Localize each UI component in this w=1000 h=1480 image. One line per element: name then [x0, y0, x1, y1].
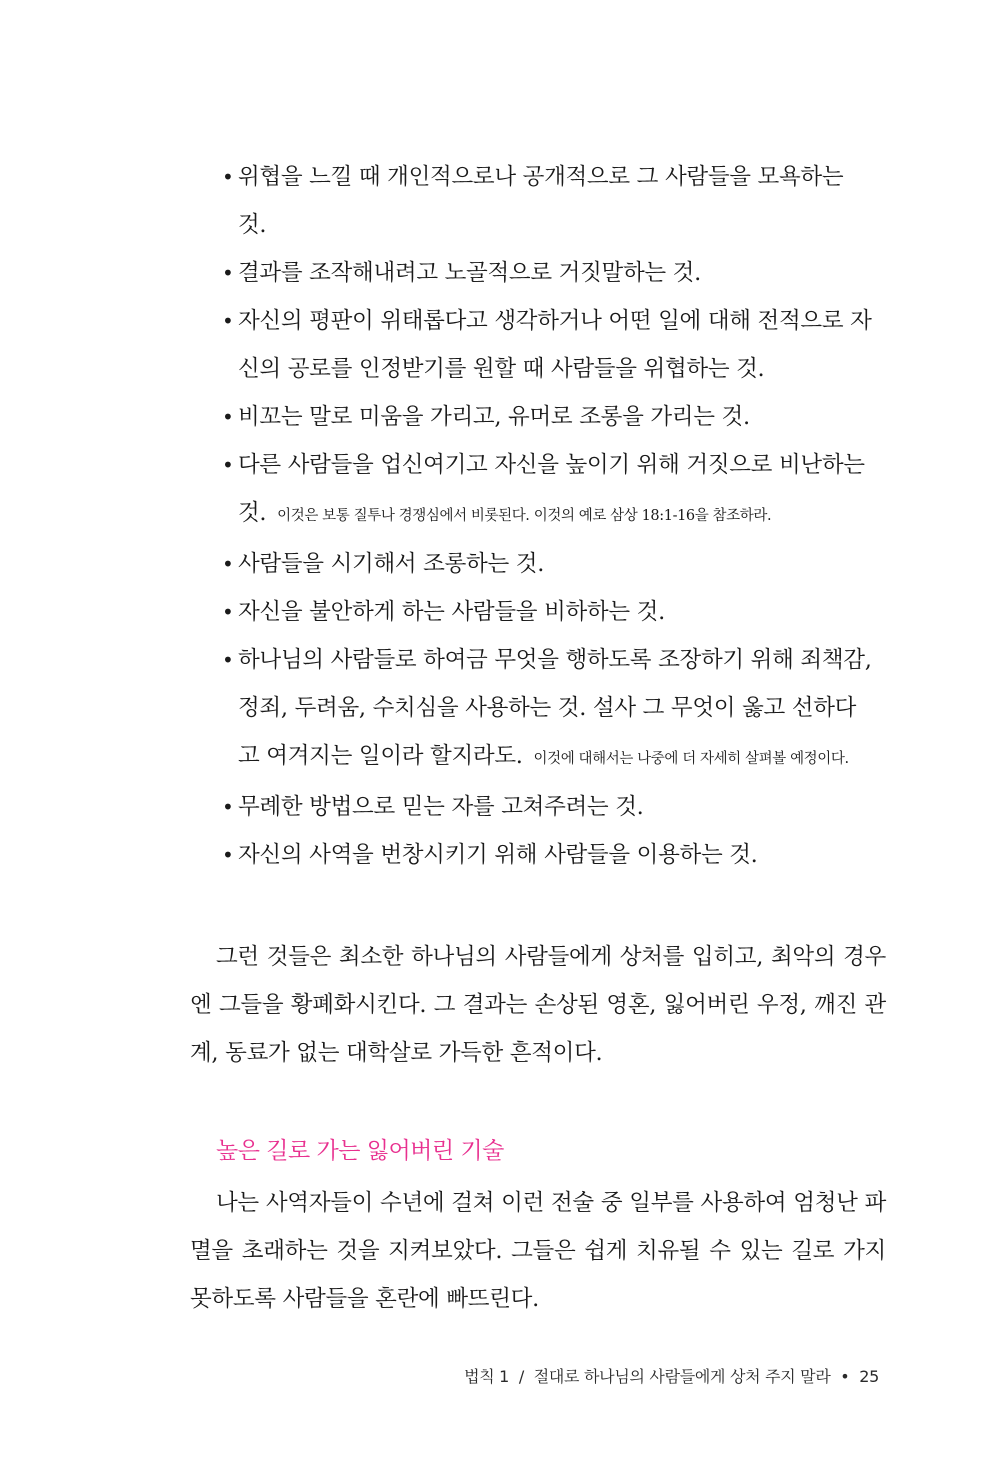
- running-footer: [464, 1364, 879, 1387]
- bullet-text: 자신을 불안하게 하는 사람들을 비하하는 것.: [238, 599, 665, 625]
- footer-separator: /: [518, 1367, 524, 1386]
- bullet-text: 하나님의 사람들로 하여금 무엇을 행하도록 조장하기 위해 죄책감, 정죄, 두려움, 수치심을 사용하는 것. 설사 그 무엇이 옳고 선하다고 여겨지는 일이라 할지라도.: [238, 647, 872, 769]
- bullet-dot: •: [222, 552, 234, 576]
- bullet-dot: •: [222, 795, 234, 819]
- bullet-dot: •: [222, 261, 234, 285]
- list-item: [222, 249, 872, 297]
- bullet-text: 결과를 조작해내려고 노골적으로 거짓말하는 것.: [238, 260, 701, 286]
- bullet-dot: •: [222, 600, 234, 624]
- bullet-note: 이것은 보통 질투나 경쟁심에서 비롯된다. 이것의 예로 삼상 18:1-16을 참조하라.: [277, 508, 772, 524]
- bullet-text: 자신의 사역을 번창시키기 위해 사람들을 이용하는 것.: [238, 842, 758, 868]
- footer-title: 절대로 하나님의 사람들에게 상처 주지 말라: [533, 1367, 831, 1386]
- list-item: [222, 441, 872, 540]
- list-item: [222, 153, 872, 249]
- bullet-text: 자신의 평판이 위태롭다고 생각하거나 어떤 일에 대해 전적으로 자신의 공로를 인정받기를 원할 때 사람들을 위협하는 것.: [238, 308, 872, 382]
- list-item: [222, 636, 872, 783]
- footer-chapter: 법칙 1: [464, 1367, 510, 1386]
- bullet-text: 무례한 방법으로 믿는 자를 고쳐주려는 것.: [238, 794, 644, 820]
- footer-bullet: •: [840, 1367, 850, 1386]
- list-item: [222, 540, 872, 588]
- bullet-dot: •: [222, 405, 234, 429]
- list-item: [222, 588, 872, 636]
- section-heading: 높은 길로 가는 잃어버린 기술: [216, 1138, 504, 1164]
- body-paragraph: 그런 것들은 최소한 하나님의 사람들에게 상처를 입히고, 최악의 경우엔 그들을 황폐화시킨다. 그 결과는 손상된 영혼, 잃어버린 우정, 깨진 관계, 동료가 없는 대학살로 가득한 흔적이다.: [190, 944, 886, 1066]
- page-number: 25: [859, 1367, 879, 1386]
- bullet-text: 위협을 느낄 때 개인적으로나 공개적으로 그 사람들을 모욕하는 것.: [238, 164, 844, 238]
- bullet-dot: •: [222, 309, 234, 333]
- bullet-dot: •: [222, 453, 234, 477]
- bullet-dot: •: [222, 843, 234, 867]
- bullet-dot: •: [222, 648, 234, 672]
- bullet-text: 비꼬는 말로 미움을 가리고, 유머로 조롱을 가리는 것.: [238, 404, 750, 430]
- list-item: [222, 831, 872, 879]
- bullet-list: [222, 153, 872, 879]
- bullet-text: 다른 사람들을 업신여기고 자신을 높이기 위해 거짓으로 비난하는 것.: [238, 452, 865, 526]
- list-item: [222, 783, 872, 831]
- bullet-note: 이것에 대해서는 나중에 더 자세히 살펴볼 예정이다.: [533, 751, 849, 767]
- body-paragraph: 나는 사역자들이 수년에 걸쳐 이런 전술 중 일부를 사용하여 엄청난 파멸을 초래하는 것을 지켜보았다. 그들은 쉽게 치유될 수 있는 길로 가지 못하도록 사람들을 혼란에 빠뜨린다.: [190, 1190, 886, 1312]
- bullet-dot: •: [222, 165, 234, 189]
- list-item: [222, 297, 872, 393]
- list-item: [222, 393, 872, 441]
- bullet-text: 사람들을 시기해서 조롱하는 것.: [238, 551, 545, 577]
